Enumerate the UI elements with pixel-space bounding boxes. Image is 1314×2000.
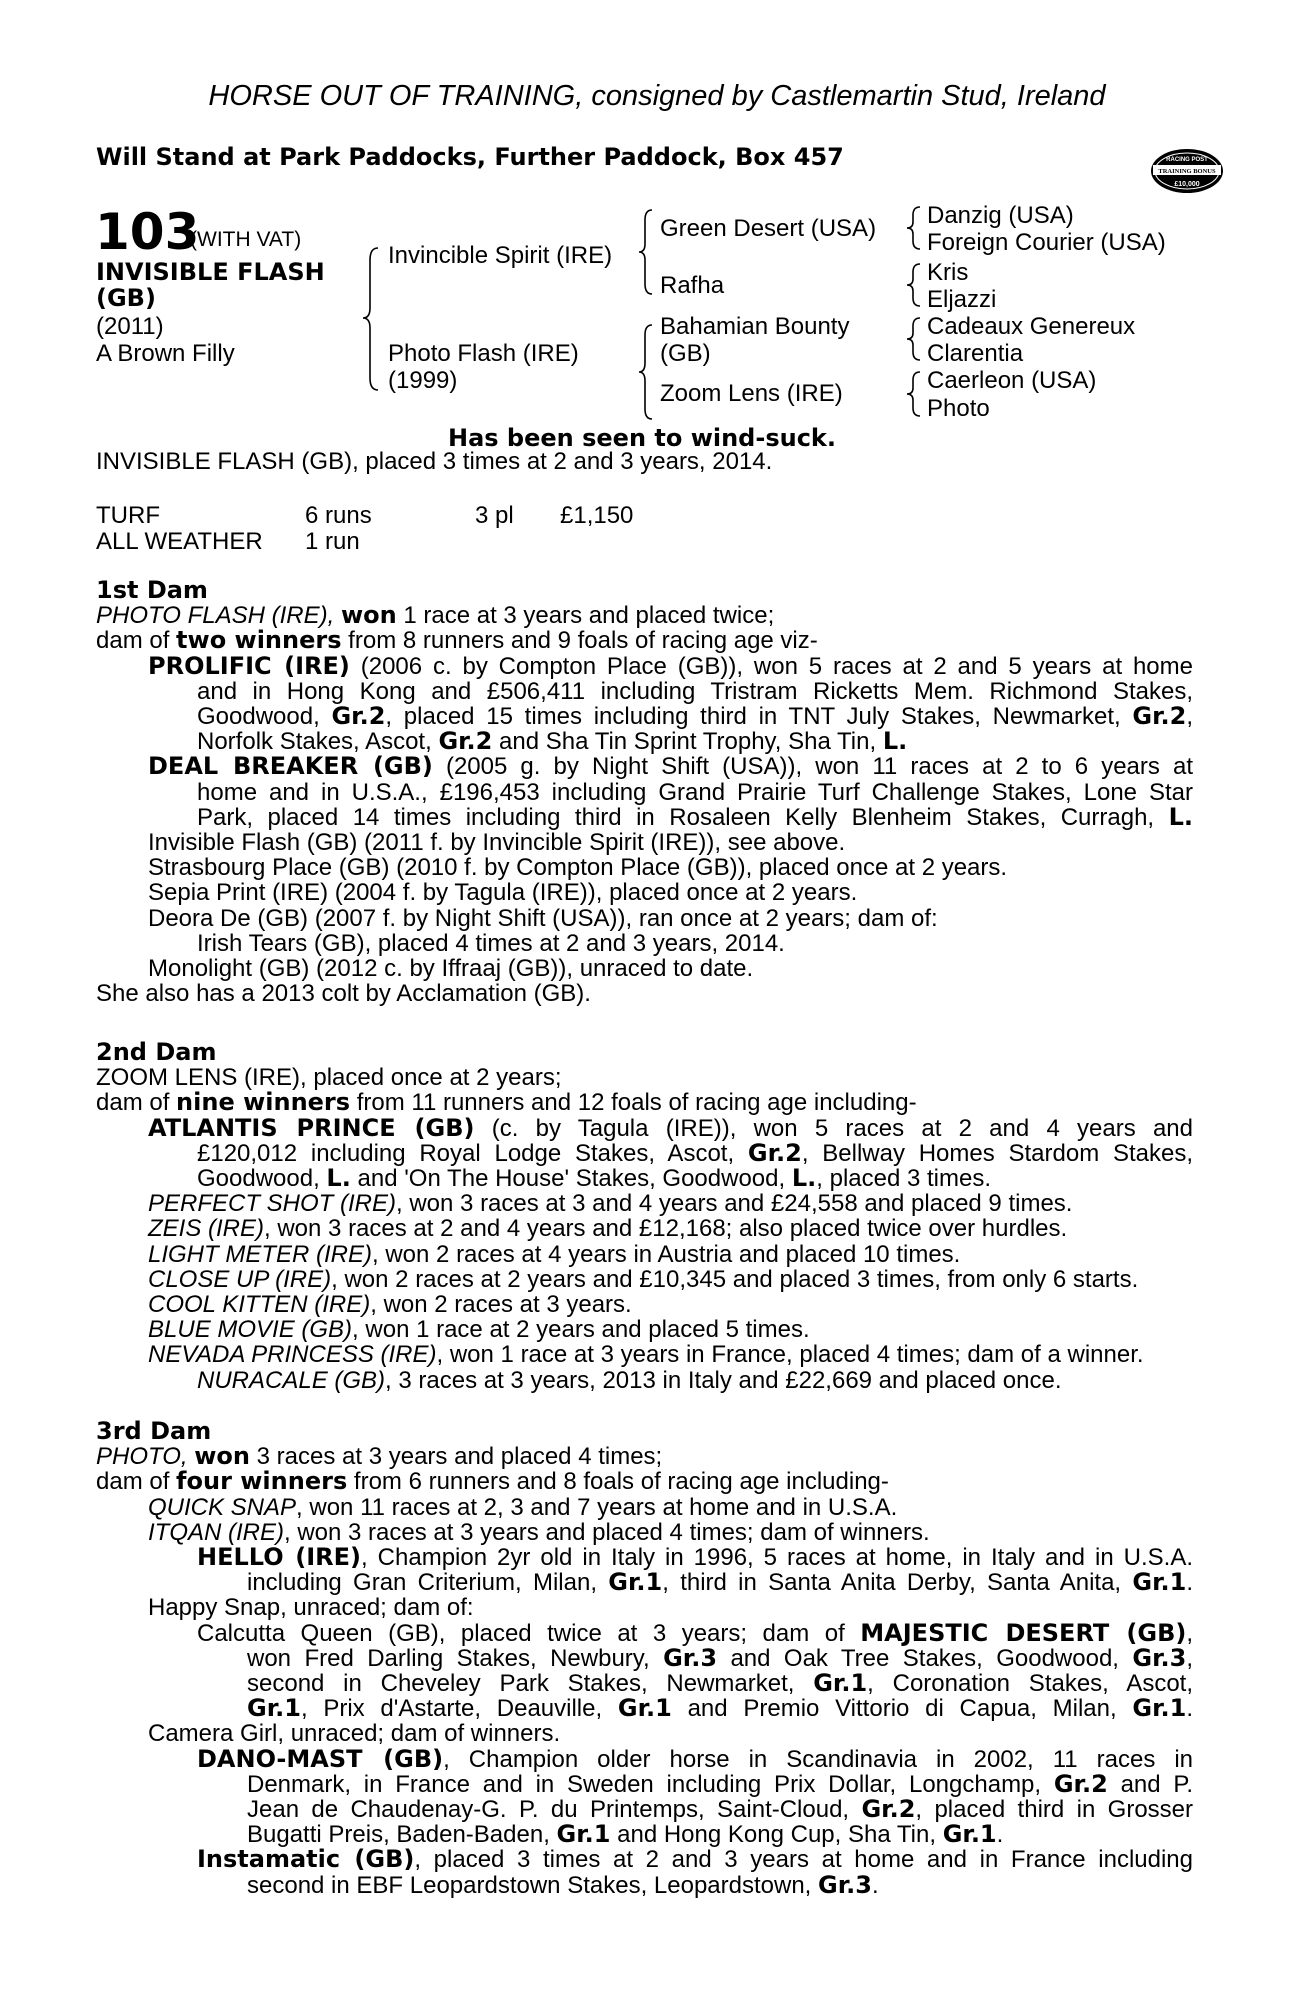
text-run: , <box>1186 703 1194 730</box>
section-line <box>148 1191 1072 1216</box>
text-run: , placed 3 times at 2 and 3 years at home and in France including <box>414 1846 1193 1874</box>
section-heading: 1st Dam <box>96 576 208 604</box>
all-weather-label: ALL WEATHER <box>96 528 263 555</box>
badge-mid-text: TRAINING BONUS <box>1158 168 1216 175</box>
text-run: , placed 3 times. <box>816 1165 992 1192</box>
section-line <box>148 1595 474 1620</box>
text-run: Park, placed 14 times including third in Rosaleen Kelly Blenheim Stakes, Curragh, <box>197 803 1169 831</box>
text-run: Strasbourg Place (GB) (2010 f. by Compton Place (GB)), placed once at 2 years. <box>148 854 1008 882</box>
text-run: , Bellway Homes Stardom Stakes, <box>801 1139 1193 1167</box>
text-run: . <box>1186 1569 1193 1597</box>
pedigree-gen3-8: Photo <box>927 395 990 422</box>
text-run: , Champion 2yr old in Italy in 1996, 5 races at home, in Italy and in U.S.A. <box>361 1544 1194 1571</box>
badge-top-text: RACING POST <box>1166 157 1208 163</box>
pedigree-brace-g3 <box>907 318 920 360</box>
section-line <box>148 956 753 981</box>
bold-text: won <box>194 1442 250 1471</box>
text-run: second in EBF Leopardstown Stakes, Leopardstown, <box>247 1871 819 1899</box>
italic-text: QUICK SNAP <box>148 1493 297 1521</box>
section-line <box>96 1444 662 1469</box>
section-line <box>247 1769 1193 1798</box>
text-run: and Oak Tree Stakes, Goodwood, <box>717 1644 1133 1672</box>
text-run: Deora De (GB) (2007 f. by Night Shift (USA)), ran once at 2 years; dam of: <box>148 904 938 932</box>
bold-text: Gr.2 <box>1132 702 1187 730</box>
bold-text: MAJESTIC DESERT (GB) <box>860 1618 1187 1647</box>
bold-text: Gr.2 <box>861 1795 916 1823</box>
section-line <box>96 603 774 628</box>
horse-name-line2: (GB) <box>96 284 156 312</box>
bold-text: HELLO (IRE) <box>197 1543 362 1571</box>
text-run: , Prix d'Astarte, Deauville, <box>300 1695 618 1723</box>
italic-text: ITQAN (IRE) <box>148 1518 284 1546</box>
italic-text: PHOTO <box>96 1443 181 1471</box>
section-line <box>197 1368 1062 1393</box>
pedigree-gen3-1: Danzig (USA) <box>927 202 1074 229</box>
section-line <box>197 1138 1193 1167</box>
text-run: , won 3 races at 2 and 4 years and £12,168; also placed twice over hurdles. <box>264 1215 1068 1243</box>
bold-text: L. <box>791 1164 817 1192</box>
text-run: , placed third in Grosser <box>915 1796 1194 1823</box>
italic-text: PHOTO FLASH (IRE) <box>96 602 328 630</box>
section-line <box>96 628 818 653</box>
bold-text: Gr.1 <box>556 1820 611 1849</box>
text-run: , placed 15 times including third in TNT July Stakes, Newmarket, <box>385 703 1133 730</box>
section-line <box>247 1643 1193 1672</box>
section-line <box>197 780 1193 805</box>
section-line <box>197 679 1193 704</box>
text-run: Irish Tears (GB), placed 4 times at 2 and 3 years, 2014. <box>197 929 785 957</box>
bold-text: Gr.3 <box>663 1643 718 1672</box>
text-run: , won 3 races at 3 years and placed 4 times; dam of winners. <box>284 1518 930 1546</box>
text-run: from 6 runners and 8 foals of racing age including- <box>347 1468 889 1496</box>
italic-text: PERFECT SHOT (IRE) <box>148 1190 397 1218</box>
text-run: Denmark, in France and in Sweden including Prix Dollar, Longchamp, <box>247 1770 1054 1798</box>
horse-year: (2011) <box>96 313 164 340</box>
text-run: , 3 races at 3 years, 2013 in Italy and £22,669 and placed once. <box>385 1366 1062 1394</box>
pedigree-dam-line2: (1999) <box>388 367 458 394</box>
pedigree-gen3-3: Kris <box>927 259 969 286</box>
bold-text: Gr.1 <box>617 1694 672 1723</box>
turf-runs: 6 runs <box>305 502 372 529</box>
text-run: from 8 runners and 9 foals of racing age viz- <box>341 627 818 655</box>
italic-text: NURACALE (GB) <box>197 1366 386 1394</box>
text-run: (c. by Tagula (IRE)), won 5 races at 2 and 4 years and <box>474 1114 1193 1142</box>
section-line <box>197 1166 991 1191</box>
text-run: Bugatti Preis, Baden-Baden, <box>247 1821 557 1849</box>
text-run: Happy Snap, unraced; dam of: <box>148 1594 474 1622</box>
section-line <box>148 1113 1193 1142</box>
text-run: Jean de Chaudenay-G. P. du Printemps, Saint-Cloud, <box>247 1796 862 1823</box>
section-line <box>197 729 907 754</box>
italic-text: , <box>327 602 341 630</box>
section-line <box>148 880 857 905</box>
stand-location: Will Stand at Park Paddocks, Further Paddock, Box 457 <box>96 143 844 171</box>
pedigree-gen3-2: Foreign Courier (USA) <box>927 229 1166 256</box>
text-run: , <box>1186 1619 1194 1647</box>
section-line <box>96 1065 562 1090</box>
text-run: , Coronation Stakes, Ascot, <box>867 1670 1193 1697</box>
text-run: , third in Santa Anita Derby, Santa Anita, <box>662 1569 1133 1597</box>
section-line <box>197 1744 1193 1773</box>
section-line <box>148 1721 560 1746</box>
bold-text: Gr.2 <box>438 727 493 756</box>
text-run: , won 3 races at 3 and 4 years and £24,558 and placed 9 times. <box>396 1190 1073 1218</box>
text-run: , <box>1186 1644 1193 1672</box>
bold-text: Instamatic (GB) <box>197 1845 415 1874</box>
section-line <box>197 802 1193 831</box>
bold-text: Gr.3 <box>818 1870 872 1899</box>
pedigree-gen3-5: Cadeaux Genereux <box>927 313 1136 340</box>
section-line <box>96 981 591 1006</box>
section-line <box>148 754 1193 779</box>
text-run: dam of <box>96 1468 177 1496</box>
text-run: (2006 c. by Compton Place (GB)), won 5 races at 2 and 5 years at home <box>349 652 1193 680</box>
italic-text: BLUE MOVIE (GB) <box>148 1316 353 1344</box>
section-line <box>247 1870 879 1899</box>
italic-text: NEVADA PRINCESS (IRE) <box>148 1341 437 1369</box>
bold-text: four winners <box>176 1467 348 1496</box>
text-run: from 11 runners and 12 foals of racing age including- <box>350 1089 917 1117</box>
pedigree-dam-sire-line1: Bahamian Bounty <box>660 313 850 340</box>
section-line <box>148 855 1007 880</box>
bold-text: nine winners <box>176 1088 351 1117</box>
lot-number: 103 <box>95 203 200 261</box>
section-heading: 3rd Dam <box>96 1417 212 1445</box>
text-run: dam of <box>96 1089 177 1117</box>
all-weather-runs: 1 run <box>305 528 360 555</box>
text-run: home and in U.S.A., £196,453 including Grand Prairie Turf Challenge Stakes, Lone Star <box>197 778 1193 806</box>
text-run: ZOOM LENS (IRE), placed once at 2 years; <box>96 1064 562 1092</box>
bold-text: Gr.1 <box>1132 1694 1187 1723</box>
text-run: , won 1 race at 3 years in France, placed 4 times; dam of a winner. <box>436 1341 1144 1369</box>
pedigree-gen3-4: Eljazzi <box>927 286 997 313</box>
section-line <box>148 1242 960 1267</box>
text-run: , won 2 races at 4 years in Austria and placed 10 times. <box>372 1240 961 1268</box>
pedigree-brace-sire <box>639 210 652 294</box>
section-line <box>96 1469 889 1494</box>
bold-text: won <box>340 601 397 630</box>
pedigree-dam-sire-line2: (GB) <box>660 340 711 367</box>
bold-text: L. <box>1168 802 1193 831</box>
text-run: Camera Girl, unraced; dam of winners. <box>148 1720 561 1748</box>
horse-name-line1: INVISIBLE FLASH <box>96 258 325 286</box>
vat-label: (WITH VAT) <box>190 228 302 251</box>
pedigree-sire-dam: Rafha <box>660 272 725 299</box>
bold-text: Gr.2 <box>747 1138 802 1167</box>
bold-text: DANO-MAST (GB) <box>197 1744 444 1773</box>
pedigree-brace-main <box>363 248 378 390</box>
pedigree-sire: Invincible Spirit (IRE) <box>388 242 613 269</box>
bold-text: Gr.1 <box>608 1568 663 1597</box>
text-run: , won 2 races at 2 years and £10,345 and placed 3 times, from only 6 starts. <box>331 1265 1139 1293</box>
text-run: including Gran Criterium, Milan, <box>247 1569 609 1597</box>
italic-text: CLOSE UP (IRE) <box>148 1265 332 1293</box>
text-run: Goodwood, <box>197 1165 327 1192</box>
bold-text: Gr.1 <box>813 1669 868 1697</box>
pedigree-gen3-6: Clarentia <box>927 340 1024 367</box>
text-run: 3 races at 3 years and placed 4 times; <box>250 1443 663 1471</box>
section-line <box>197 1847 1193 1872</box>
horse-description: A Brown Filly <box>96 340 235 367</box>
text-run: and in Hong Kong and £506,411 including Tristram Ricketts Mem. Richmond Stakes, <box>197 677 1193 705</box>
bold-text: PROLIFIC (IRE) <box>148 651 350 680</box>
pedigree-brace-g2 <box>907 264 920 306</box>
text-run: Norfolk Stakes, Ascot, <box>197 728 439 756</box>
text-run: and P. <box>1107 1770 1193 1798</box>
pedigree-dam-line1: Photo Flash (IRE) <box>388 340 579 367</box>
text-run: and Premio Vittorio di Capua, Milan, <box>671 1695 1133 1723</box>
text-run: Monolight (GB) (2012 c. by Iffraaj (GB)), unraced to date. <box>148 955 754 982</box>
italic-text: ZEIS (IRE) <box>148 1215 265 1243</box>
bold-text: Gr.1 <box>247 1694 301 1723</box>
section-line <box>148 1216 1067 1241</box>
section-line <box>148 1495 897 1520</box>
pedigree-dam-dam: Zoom Lens (IRE) <box>660 380 843 407</box>
section-line <box>148 1342 1144 1367</box>
text-run: £120,012 including Royal Lodge Stakes, Ascot, <box>197 1139 748 1167</box>
italic-text: LIGHT METER (IRE) <box>148 1240 373 1268</box>
section-heading: 2nd Dam <box>96 1038 217 1066</box>
text-run: won Fred Darling Stakes, Newbury, <box>247 1644 664 1672</box>
text-run: , won 11 races at 2, 3 and 7 years at home and in U.S.A. <box>296 1493 898 1521</box>
text-run: She also has a 2013 colt by Acclamation (GB). <box>96 980 591 1008</box>
text-run: second in Cheveley Park Stakes, Newmarket, <box>247 1670 814 1697</box>
section-line <box>148 1267 1138 1292</box>
text-run: and Hong Kong Cup, Sha Tin, <box>610 1821 943 1849</box>
text-run: Goodwood, <box>197 703 332 730</box>
section-line <box>197 1618 1194 1647</box>
bold-text: L. <box>326 1164 351 1192</box>
bold-text: Gr.3 <box>1132 1643 1187 1672</box>
section-line <box>148 1317 810 1342</box>
text-run: . <box>996 1821 1004 1849</box>
text-run: , won 1 race at 2 years and placed 5 times. <box>352 1316 810 1344</box>
bold-text: two winners <box>176 626 342 655</box>
section-line <box>148 830 845 855</box>
section-line <box>96 1090 917 1115</box>
section-line <box>148 1520 930 1545</box>
pedigree-brace-g4 <box>907 372 920 416</box>
section-line <box>197 704 1193 729</box>
pedigree-brace-g1 <box>907 207 920 249</box>
section-line <box>197 1545 1193 1570</box>
section-line <box>247 1822 1003 1847</box>
section-line <box>148 906 938 931</box>
text-run: dam of <box>96 627 177 655</box>
pedigree-sire-sire: Green Desert (USA) <box>660 215 877 242</box>
race-summary: INVISIBLE FLASH (GB), placed 3 times at 2 and 3 years, 2014. <box>96 448 773 475</box>
turf-prize: £1,150 <box>560 502 634 529</box>
pedigree-braces <box>0 0 1314 460</box>
bold-text: Gr.2 <box>1053 1769 1108 1798</box>
text-run: , Champion older horse in Scandinavia in 2002, 11 races in <box>443 1745 1193 1773</box>
wind-suck-notice: Has been seen to wind-suck. <box>448 424 836 452</box>
turf-placed: 3 pl <box>475 502 514 529</box>
text-run: Invisible Flash (GB) (2011 f. by Invincible Spirit (IRE)), see above. <box>148 829 846 856</box>
section-line <box>148 1292 632 1317</box>
italic-text: COOL KITTEN (IRE) <box>148 1291 371 1318</box>
bold-text: L. <box>882 727 908 756</box>
italic-text: , <box>180 1443 195 1471</box>
text-run: and 'On The House' Stakes, Goodwood, <box>350 1165 792 1192</box>
text-run: Sepia Print (IRE) (2004 f. by Tagula (IRE)), placed once at 2 years. <box>148 879 858 907</box>
text-run: . <box>1186 1695 1194 1723</box>
pedigree-gen3-7: Caerleon (USA) <box>927 367 1097 394</box>
text-run: Calcutta Queen (GB), placed twice at 3 years; dam of <box>197 1619 861 1647</box>
text-run: . <box>871 1871 879 1899</box>
bold-text: Gr.2 <box>331 702 386 730</box>
text-run: 1 race at 3 years and placed twice; <box>396 602 775 630</box>
text-run: and Sha Tin Sprint Trophy, Sha Tin, <box>492 728 883 756</box>
bold-text: Gr.1 <box>942 1820 997 1849</box>
section-line <box>247 1696 1193 1721</box>
bold-text: Gr.1 <box>1132 1568 1187 1597</box>
section-line <box>148 651 1193 680</box>
turf-label: TURF <box>96 502 160 529</box>
section-line <box>197 931 785 956</box>
bold-text: DEAL BREAKER (GB) <box>148 752 433 781</box>
text-run: , won 2 races at 3 years. <box>370 1291 632 1318</box>
section-line <box>247 1570 1193 1595</box>
text-run: (2005 g. by Night Shift (USA)), won 11 races at 2 to 6 years at <box>432 753 1193 781</box>
page-header-title: HORSE OUT OF TRAINING, consigned by Castlemartin Stud, Ireland <box>208 80 1106 112</box>
badge-amount-text: £10,000 <box>1174 181 1200 188</box>
bold-text: ATLANTIS PRINCE (GB) <box>148 1113 475 1142</box>
section-line <box>247 1671 1193 1696</box>
pedigree-brace-dam <box>639 325 652 419</box>
section-line <box>247 1797 1193 1822</box>
